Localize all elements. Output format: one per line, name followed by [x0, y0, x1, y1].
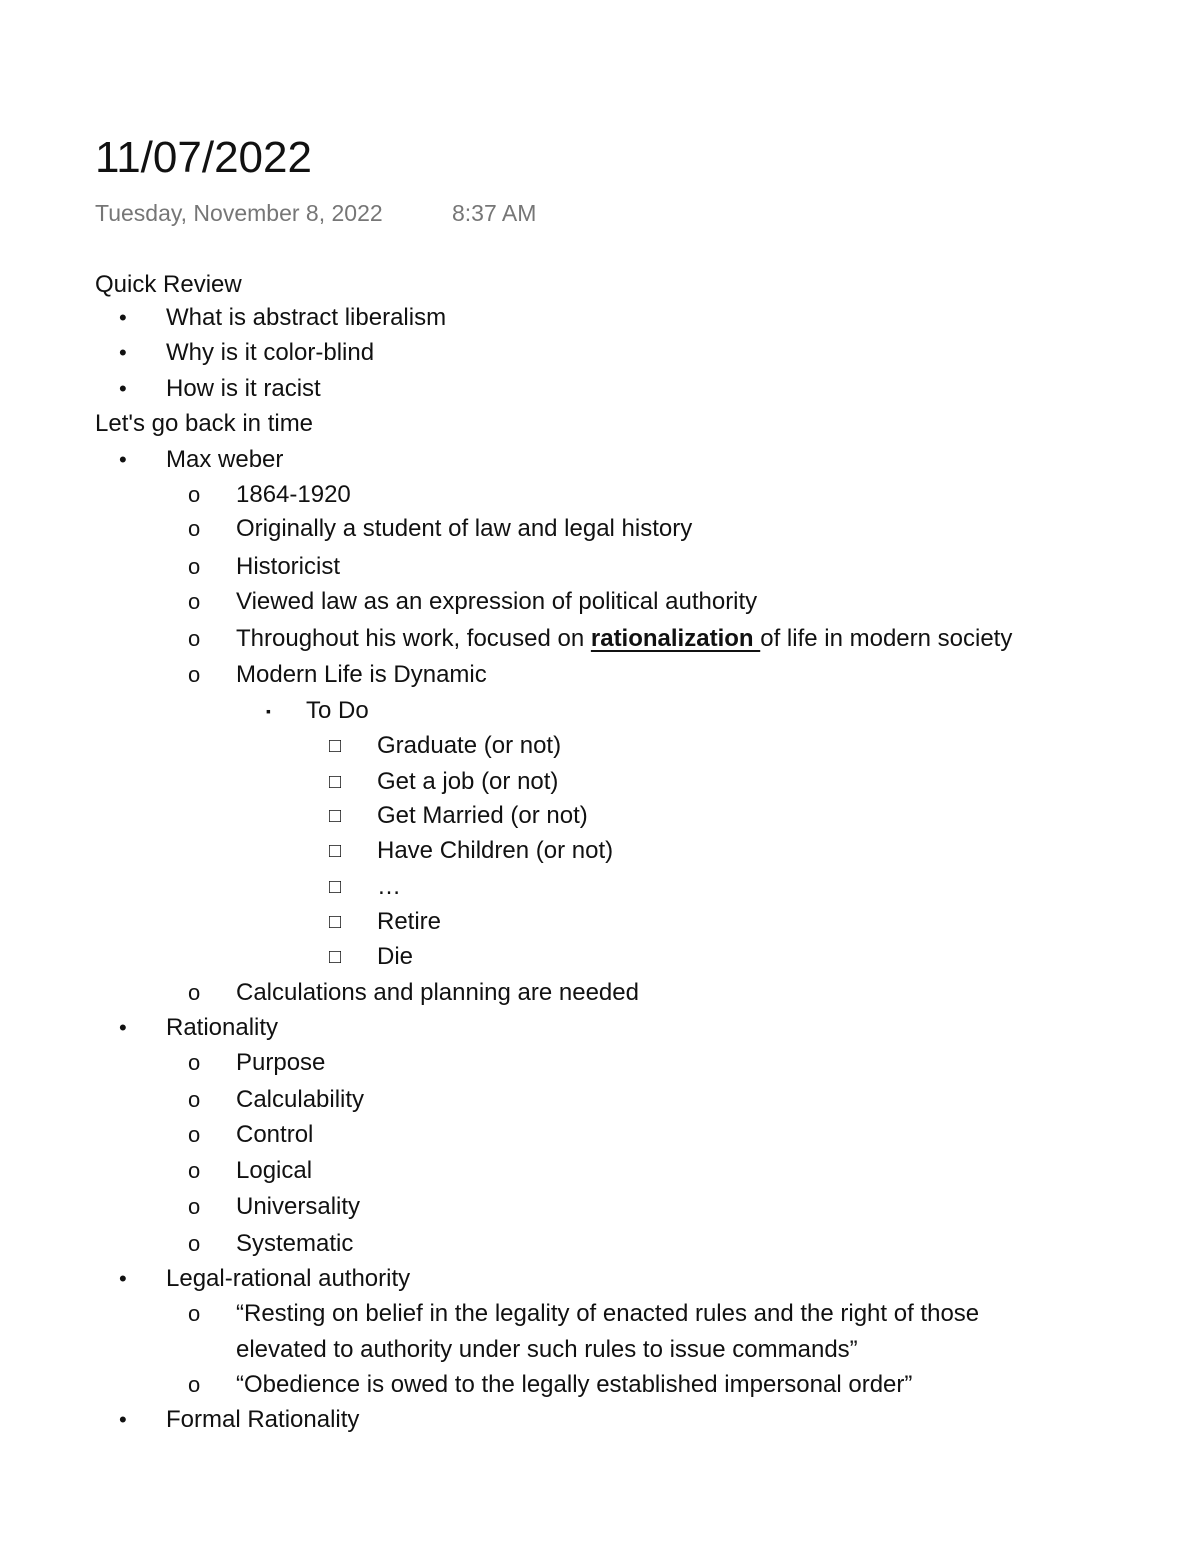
circle-bullet-icon: o	[188, 589, 201, 614]
circle-bullet-icon: o	[188, 516, 201, 541]
list-item-text: Get Married (or not)	[377, 802, 588, 829]
bullet-icon: •	[119, 1266, 127, 1291]
circle-bullet-icon: o	[188, 1301, 201, 1326]
circle-bullet-icon: o	[188, 1087, 201, 1112]
circle-bullet-icon: o	[188, 626, 201, 651]
list-item-text: “Obedience is owed to the legally established impersonal order”	[236, 1371, 913, 1398]
checkbox-bullet-icon: □	[329, 911, 342, 933]
list-item-text: What is abstract liberalism	[166, 304, 447, 331]
checkbox-bullet-icon: □	[329, 946, 342, 968]
list-item-text: Legal-rational authority	[166, 1265, 411, 1292]
list-item-text: 1864-1920	[236, 481, 351, 508]
circle-bullet-icon: o	[188, 1158, 201, 1183]
checkbox-bullet-icon: □	[329, 771, 342, 793]
circle-bullet-icon: o	[188, 1231, 201, 1256]
list-item-text: Logical	[236, 1157, 313, 1184]
checkbox-bullet-icon: □	[329, 876, 342, 898]
list-item-text: Die	[377, 943, 414, 970]
bullet-icon: •	[119, 1407, 127, 1432]
bullet-icon: •	[119, 1015, 127, 1040]
list-item-text: Modern Life is Dynamic	[236, 661, 487, 688]
list-item-text: Why is it color-blind	[166, 339, 375, 366]
list-item-text: Calculability	[236, 1086, 365, 1113]
list-item-text: Originally a student of law and legal history	[236, 515, 693, 542]
list-item-text: Formal Rationality	[166, 1406, 360, 1433]
square-bullet-icon: ▪	[266, 703, 271, 719]
list-item-text: Get a job (or not)	[377, 768, 559, 795]
list-item-text: To Do	[306, 697, 369, 724]
emphasized-term: rationalization	[590, 625, 761, 652]
list-item-text: Viewed law as an expression of political authority	[236, 588, 758, 615]
checkbox-bullet-icon: □	[329, 735, 342, 757]
list-item-text: Calculations and planning are needed	[236, 979, 639, 1006]
list-item-text: Retire	[377, 908, 442, 935]
bullet-icon: •	[119, 305, 127, 330]
list-item-text: elevated to authority under such rules to issue commands”	[236, 1336, 858, 1363]
section-heading-quick-review: Quick Review	[95, 271, 242, 298]
list-item-text: Historicist	[236, 553, 341, 580]
circle-bullet-icon: o	[188, 482, 201, 507]
list-item-text: Have Children (or not)	[377, 837, 614, 864]
circle-bullet-icon: o	[188, 554, 201, 579]
list-item-text: Systematic	[236, 1230, 354, 1257]
page-title: 11/07/2022	[95, 133, 312, 182]
list-item-text: “Resting on belief in the legality of enacted rules and the right of those	[236, 1300, 980, 1327]
text-run: of life in modern society	[760, 625, 1013, 652]
list-item-text: Universality	[236, 1193, 361, 1220]
circle-bullet-icon: o	[188, 1194, 201, 1219]
circle-bullet-icon: o	[188, 1372, 201, 1397]
note-date: Tuesday, November 8, 2022	[95, 200, 383, 226]
bullet-icon: •	[119, 376, 127, 401]
text-run: Throughout his work, focused on	[236, 625, 591, 652]
list-item-text: Rationality	[166, 1014, 279, 1041]
note-time: 8:37 AM	[452, 200, 537, 226]
checkbox-bullet-icon: □	[329, 805, 342, 827]
circle-bullet-icon: o	[188, 1122, 201, 1147]
circle-bullet-icon: o	[188, 1050, 201, 1075]
section-heading-back-in-time: Let's go back in time	[95, 410, 314, 437]
circle-bullet-icon: o	[188, 980, 201, 1005]
bullet-icon: •	[119, 340, 127, 365]
list-item-text: Max weber	[166, 446, 284, 473]
list-item-text: Purpose	[236, 1049, 326, 1076]
circle-bullet-icon: o	[188, 662, 201, 687]
list-item-text: Control	[236, 1121, 314, 1148]
list-item-text: …	[377, 873, 401, 900]
bullet-icon: •	[119, 447, 127, 472]
list-item-text: Graduate (or not)	[377, 732, 562, 759]
list-item-text	[236, 621, 1012, 657]
checkbox-bullet-icon: □	[329, 840, 342, 862]
list-item-text: How is it racist	[166, 375, 321, 402]
